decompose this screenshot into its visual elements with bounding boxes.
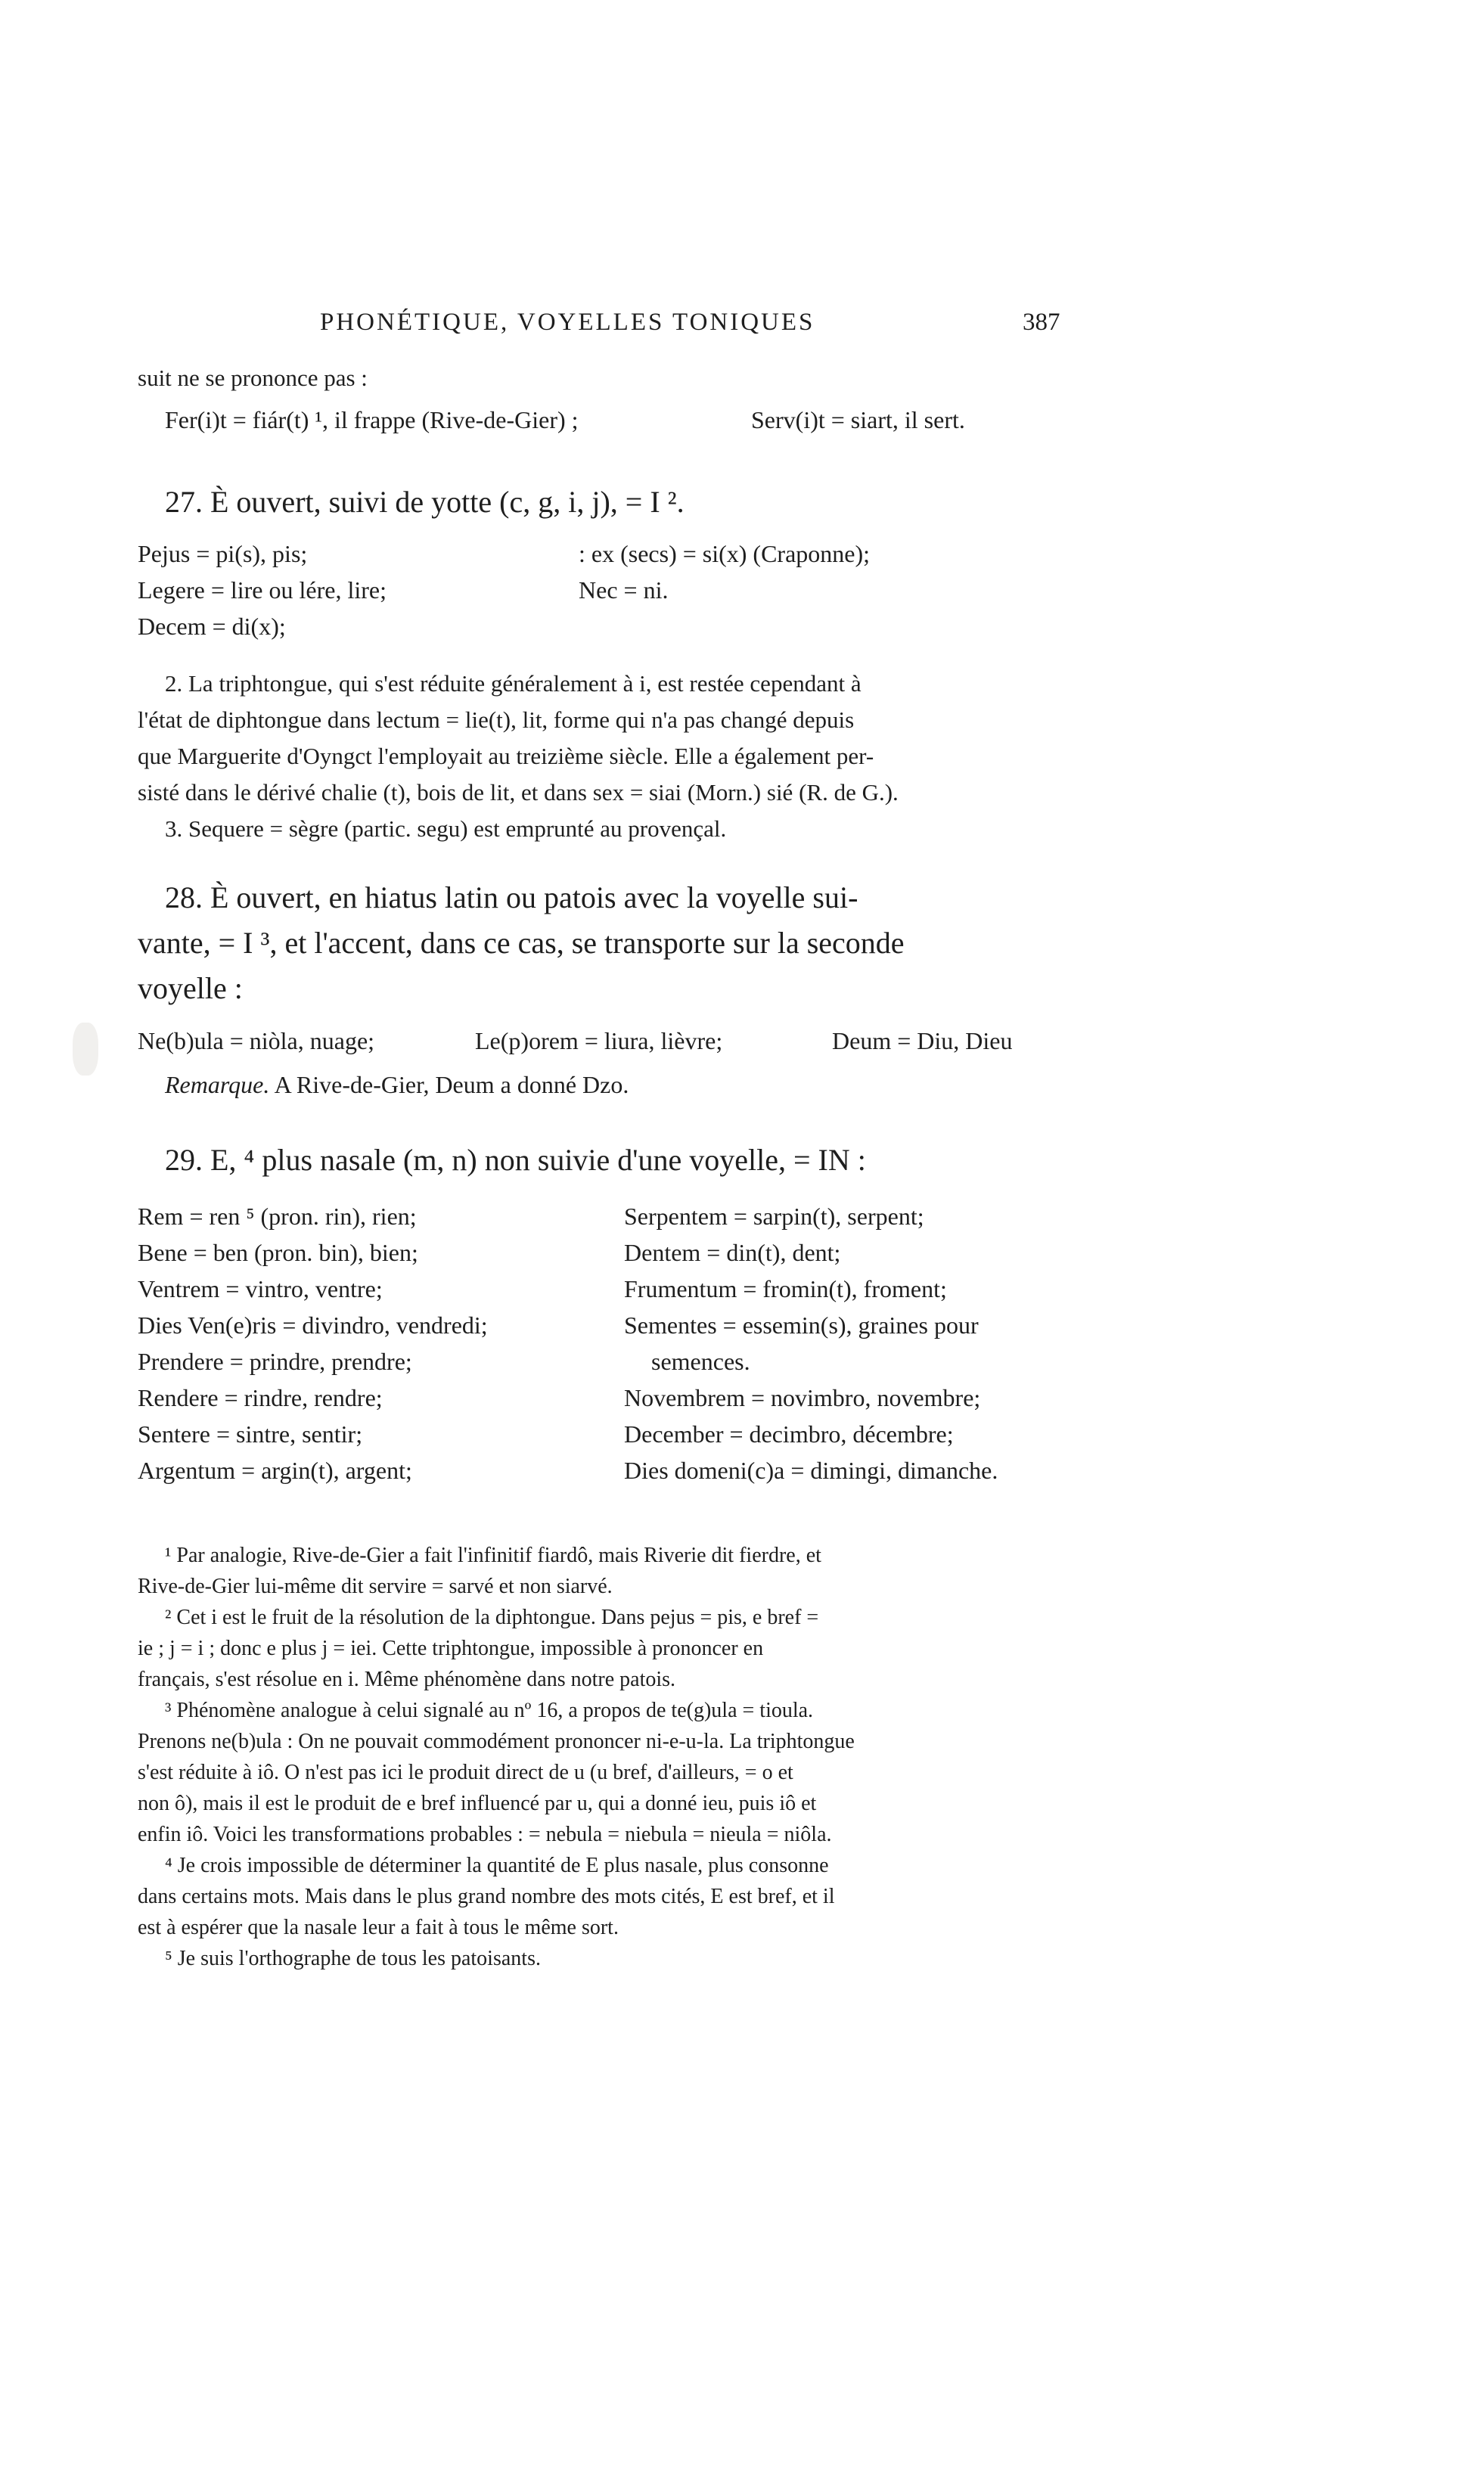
- example-line: Bene = ben (pron. bin), bien;: [138, 1239, 418, 1266]
- example-line: Nec = ni.: [579, 576, 669, 604]
- section-27-examples-left: [138, 535, 387, 644]
- section-27-heading: 27. È ouvert, suivi de yotte (c, g, i, j), = I ².: [165, 485, 685, 519]
- section-28-example: Le(p)orem = liura, lièvre;: [475, 1027, 723, 1054]
- heading-line: 28. È ouvert, en hiatus latin ou patois avec la voyelle sui-: [165, 880, 858, 914]
- example-line: December = decimbro, décembre;: [624, 1420, 954, 1448]
- section-27-notes: [138, 666, 1068, 847]
- intro-line: suit ne se prononce pas :: [138, 365, 368, 391]
- example-line: Ventrem = vintro, ventre;: [138, 1275, 383, 1302]
- footnote-line: Rive-de-Gier lui-même dit servire = sarvé et non siarvé.: [138, 1575, 613, 1598]
- example-line: Decem = di(x);: [138, 613, 286, 640]
- note-line: sisté dans le dérivé chalie (t), bois de lit, et dans sex = siai (Morn.) sié (R. de G.).: [138, 779, 899, 806]
- example-line: Pejus = pi(s), pis;: [138, 540, 308, 567]
- remark-text: A Rive-de-Gier, Deum a donné Dzo.: [274, 1071, 629, 1098]
- footnote-line: dans certains mots. Mais dans le plus grand nombre des mots cités, E est bref, et il: [138, 1885, 835, 1908]
- footnote-line: ² Cet i est le fruit de la résolution de la diphtongue. Dans pejus = pis, e bref =: [165, 1606, 819, 1629]
- heading-line: voyelle :: [138, 971, 243, 1005]
- example-line: Legere = lire ou lére, lire;: [138, 576, 387, 604]
- margin-stain: [73, 1023, 98, 1076]
- page-number: 387: [1023, 309, 1060, 336]
- remark-label: Remarque.: [165, 1071, 270, 1098]
- intro-example-left: Fer(i)t = fiár(t) ¹, il frappe (Rive-de-Gier) ;: [165, 406, 579, 433]
- footnote-line: Prenons ne(b)ula : On ne pouvait commodément prononcer ni-e-u-la. La triphtongue: [138, 1730, 855, 1753]
- footnote-line: ⁵ Je suis l'orthographe de tous les patoisants.: [165, 1947, 541, 1970]
- footnote-line: enfin iô. Voici les transformations probables : = nebula = niebula = nieula = niôla.: [138, 1823, 832, 1846]
- example-line: Sementes = essemin(s), graines pour: [624, 1311, 979, 1339]
- footnote-line: s'est réduite à iô. O n'est pas ici le produit direct de u (u bref, d'ailleurs, = o et: [138, 1761, 793, 1784]
- section-27-examples-right: [579, 535, 870, 608]
- note-line: que Marguerite d'Oyngct l'employait au treizième siècle. Elle a également per-: [138, 743, 874, 769]
- example-line: Prendere = prindre, prendre;: [138, 1348, 412, 1375]
- note-line: l'état de diphtongue dans lectum = lie(t), lit, forme qui n'a pas changé depuis: [138, 706, 855, 733]
- example-line: Argentum = argin(t), argent;: [138, 1457, 412, 1484]
- note-line: 2. La triphtongue, qui s'est réduite généralement à i, est restée cependant à: [165, 670, 862, 697]
- footnotes: [138, 1540, 1068, 1974]
- example-line: Novembrem = novimbro, novembre;: [624, 1384, 981, 1411]
- example-line: Dentem = din(t), dent;: [624, 1239, 841, 1266]
- footnote-line: ³ Phénomène analogue à celui signalé au nº 16, a propos de te(g)ula = tioula.: [165, 1699, 814, 1722]
- footnote-line: français, s'est résolue en i. Même phénomène dans notre patois.: [138, 1668, 676, 1691]
- section-28-example: Ne(b)ula = niòla, nuage;: [138, 1027, 375, 1054]
- section-28-heading: [138, 875, 1068, 1011]
- footnote-line: non ô), mais il est le produit de e bref influencé par u, qui a donné ieu, puis iô et: [138, 1792, 817, 1815]
- example-line: semences.: [651, 1348, 750, 1375]
- example-line: Frumentum = fromin(t), froment;: [624, 1275, 947, 1302]
- example-line: Sentere = sintre, sentir;: [138, 1420, 363, 1448]
- footnote-line: ¹ Par analogie, Rive-de-Gier a fait l'infinitif fiardô, mais Riverie dit fierdre, et: [165, 1544, 821, 1567]
- section-28-example: Deum = Diu, Dieu: [832, 1027, 1013, 1054]
- section-28-remark: [165, 1071, 629, 1099]
- footnote-line: est à espérer que la nasale leur a fait à tous le même sort.: [138, 1916, 619, 1939]
- example-line: Rendere = rindre, rendre;: [138, 1384, 383, 1411]
- footnote-line: ie ; j = i ; donc e plus j = iei. Cette triphtongue, impossible à prononcer en: [138, 1637, 764, 1660]
- footnote-line: ⁴ Je crois impossible de déterminer la quantité de E plus nasale, plus consonne: [165, 1854, 829, 1877]
- section-29-examples-left: [138, 1198, 488, 1488]
- example-line: Dies domeni(c)a = dimingi, dimanche.: [624, 1457, 998, 1484]
- intro-example-right: Serv(i)t = siart, il sert.: [751, 406, 965, 433]
- example-line: Serpentem = sarpin(t), serpent;: [624, 1203, 924, 1230]
- example-line: Dies Ven(e)ris = divindro, vendredi;: [138, 1311, 488, 1339]
- example-line: : ex (secs) = si(x) (Craponne);: [579, 540, 871, 567]
- example-line: Rem = ren ⁵ (pron. rin), rien;: [138, 1203, 417, 1230]
- note-line: 3. Sequere = sègre (partic. segu) est emprunté au provençal.: [165, 815, 727, 842]
- section-29-heading: 29. E, ⁴ plus nasale (m, n) non suivie d'une voyelle, = IN :: [165, 1143, 866, 1177]
- running-header: PHONÉTIQUE, VOYELLES TONIQUES: [320, 309, 815, 336]
- heading-line: vante, = I ³, et l'accent, dans ce cas, se transporte sur la seconde: [138, 926, 905, 960]
- section-29-examples-right: [624, 1198, 998, 1488]
